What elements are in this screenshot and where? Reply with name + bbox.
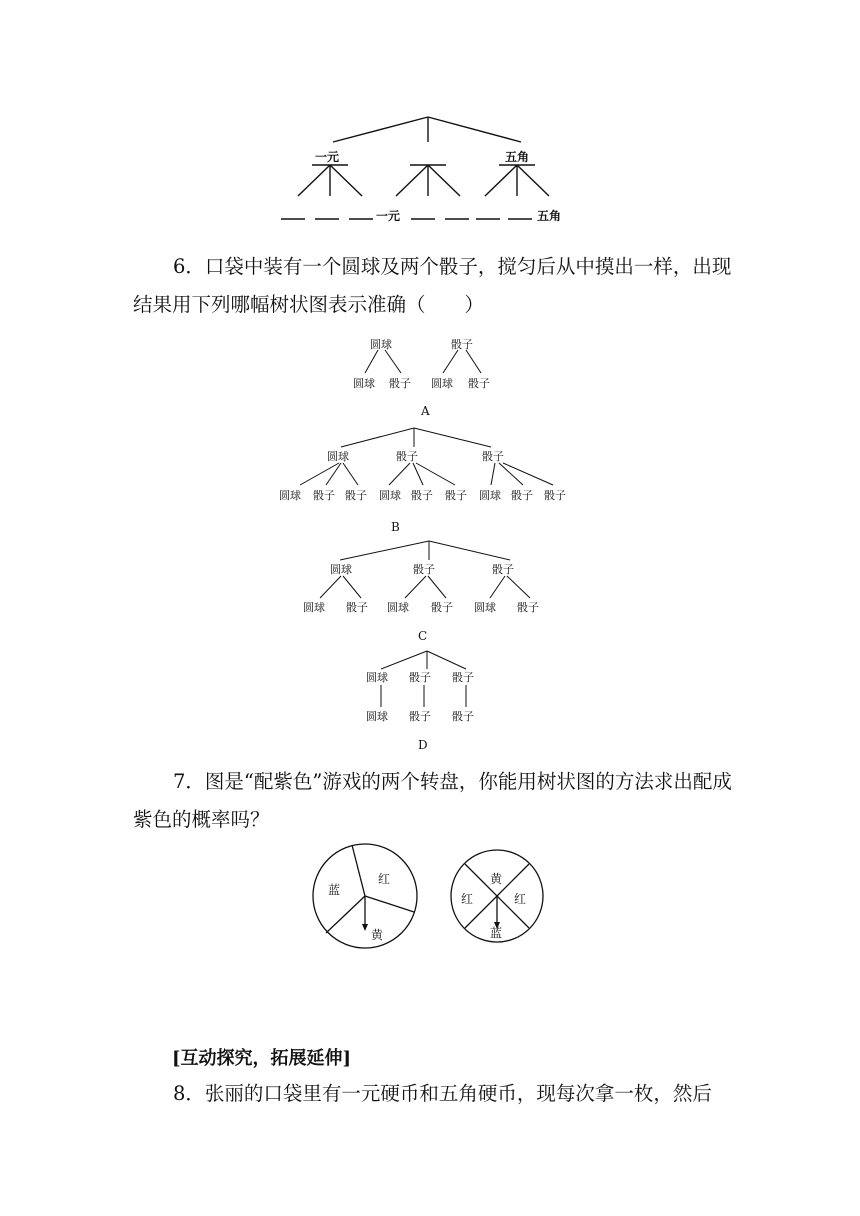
c-leaf-label: 骰子 xyxy=(431,601,453,614)
a-leaf-label: 骰子 xyxy=(468,377,490,390)
d-leaf-label: 骰子 xyxy=(409,710,431,723)
b-leaf-label: 骰子 xyxy=(345,489,367,502)
b-top-label: 骰子 xyxy=(396,450,418,463)
spinner2-label-yellow: 黄 xyxy=(490,872,503,886)
a-leaf-label: 圆球 xyxy=(353,377,375,390)
b-leaf-label: 骰子 xyxy=(544,489,566,502)
b-top-label: 圆球 xyxy=(327,450,349,463)
c-top-label: 骰子 xyxy=(492,563,514,576)
spinner2-label-blue: 蓝 xyxy=(490,926,503,940)
option-c-tree xyxy=(0,538,860,653)
spinners-diagram xyxy=(0,840,860,970)
tree-label-wujiao: 五角 xyxy=(505,150,530,164)
d-top-label: 圆球 xyxy=(366,671,388,684)
section-title: [互动探究，拓展延伸] xyxy=(172,1048,352,1069)
coin-tree-diagram xyxy=(0,0,860,235)
option-d-caption: D xyxy=(418,738,428,752)
spinner1-label-red: 红 xyxy=(378,872,391,886)
d-leaf-label: 骰子 xyxy=(452,710,474,723)
d-top-label: 骰子 xyxy=(452,671,474,684)
spinner1-label-yellow: 黄 xyxy=(371,928,384,942)
option-b-tree xyxy=(0,425,860,535)
option-d-tree xyxy=(0,647,860,752)
b-leaf-label: 骰子 xyxy=(313,489,335,502)
option-b-caption: B xyxy=(391,520,400,534)
c-leaf-label: 圆球 xyxy=(303,601,325,614)
b-leaf-label: 圆球 xyxy=(379,489,401,502)
question-7-text: 7．图是“配紫色”游戏的两个转盘，你能用树状图的方法求出配成紫色的概率吗？ xyxy=(133,770,732,831)
b-leaf-label: 圆球 xyxy=(279,489,301,502)
option-a-caption: A xyxy=(421,404,430,416)
a-top-label: 骰子 xyxy=(451,338,473,351)
c-leaf-label: 圆球 xyxy=(474,601,496,614)
c-leaf-label: 骰子 xyxy=(517,601,539,614)
b-leaf-label: 骰子 xyxy=(411,489,433,502)
question-8-text: 8．张丽的口袋里有一元硬币和五角硬币，现每次拿一枚，然后 xyxy=(173,1082,712,1105)
a-top-label: 圆球 xyxy=(370,338,392,351)
d-leaf-label: 圆球 xyxy=(366,710,388,723)
option-c-caption: C xyxy=(418,629,428,643)
b-leaf-label: 圆球 xyxy=(479,489,501,502)
spinner1-label-blue: 蓝 xyxy=(328,883,341,897)
tree-bottom-label-wujiao: 五角 xyxy=(537,209,562,223)
question-6-text: 6．口袋中装有一个圆球及两个骰子，搅匀后从中摸出一样，出现结果用下列哪幅树状图表示准确（ ） xyxy=(133,255,732,316)
tree-label-yiyuan: 一元 xyxy=(315,150,340,164)
spinner2-label-red-left: 红 xyxy=(461,892,474,906)
c-leaf-label: 骰子 xyxy=(346,601,368,614)
d-top-label: 骰子 xyxy=(409,671,431,684)
spinner2-label-red-right: 红 xyxy=(514,892,527,906)
a-leaf-label: 骰子 xyxy=(389,377,411,390)
c-leaf-label: 圆球 xyxy=(387,601,409,614)
a-leaf-label: 圆球 xyxy=(431,377,453,390)
b-top-label: 骰子 xyxy=(482,450,504,463)
tree-bottom-label-yiyuan: 一元 xyxy=(376,209,401,223)
b-leaf-label: 骰子 xyxy=(445,489,467,502)
c-top-label: 骰子 xyxy=(413,563,435,576)
option-a-tree xyxy=(0,336,860,416)
c-top-label: 圆球 xyxy=(330,563,352,576)
b-leaf-label: 骰子 xyxy=(511,489,533,502)
